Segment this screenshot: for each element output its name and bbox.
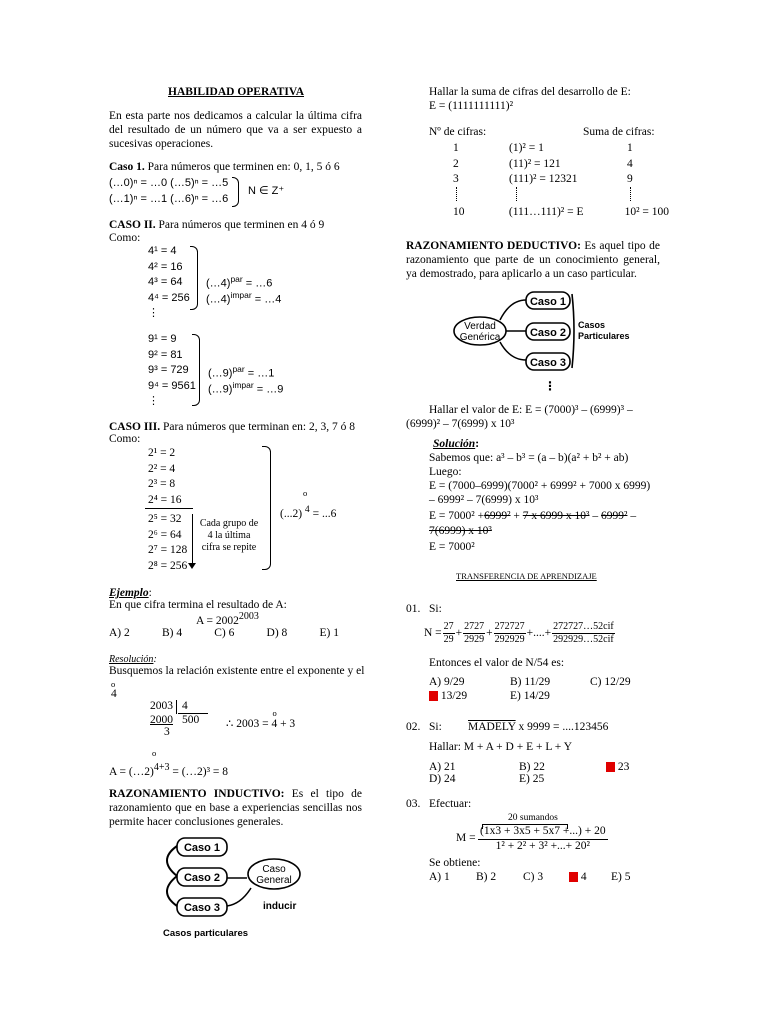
- caso2-description: Para números que terminen en 4 ó 9: [158, 219, 325, 231]
- e-step3-part: +: [510, 510, 523, 522]
- row-expr: (11)² = 121: [509, 157, 561, 170]
- caso3-label: CASO III.: [109, 421, 161, 433]
- diagram-arrows: [227, 878, 251, 906]
- arrow-down-icon: [188, 563, 196, 569]
- caso3-heading: [109, 421, 355, 435]
- nine-impar-base: (…9): [208, 383, 233, 396]
- division-subtract: 2000: [150, 714, 173, 726]
- ejemplo-question: En que cifra termina el resultado de A:: [109, 599, 287, 611]
- particulares-label: Casos particulares: [163, 928, 249, 939]
- e-step3-part: –: [627, 510, 637, 522]
- answer-mark: [429, 691, 438, 701]
- inductivo-text: Es el tipo de razonamiento que en base a experiencias sencillas nos permite hacer conclusiones generales.: [109, 788, 362, 828]
- hallar-suma-text: Hallar la suma de cifras del desarrollo de E:: [429, 86, 631, 98]
- option-b[interactable]: B) 4: [161, 627, 183, 639]
- caso1-box: [177, 838, 227, 856]
- casos-label-1: Casos: [578, 320, 606, 330]
- transfer-heading: TRANSFERENCIA DE APRENDIZAJE: [456, 571, 597, 581]
- q1-option-a[interactable]: A) 9/29: [429, 676, 465, 688]
- nine-impar-result: = …9: [253, 383, 284, 396]
- caso3-label: Caso 3: [529, 357, 567, 369]
- table-row-last: [429, 206, 669, 220]
- row-n: 3: [453, 173, 459, 185]
- division-conclusion: [226, 708, 296, 732]
- q3-option-a[interactable]: A) 1: [429, 871, 450, 883]
- answer-mark: [606, 762, 615, 772]
- q3-denominator: 1² + 2² + 3² +...+ 20²: [495, 839, 590, 852]
- nine-power: 9³ = 729: [148, 364, 189, 376]
- two-power: 2² = 4: [148, 462, 176, 475]
- four-power: 4² = 16: [148, 260, 183, 273]
- hallar-e-line1: Hallar el valor de E: E = (7000)³ – (6999)³ –: [429, 404, 633, 416]
- numerator: 272727…52cif: [553, 621, 614, 632]
- diagram-brace: [572, 294, 574, 368]
- caso1-label: Caso 1.: [109, 161, 145, 173]
- caso1-description: Para números que terminen en: 0, 1, 5 ó 6: [147, 161, 340, 173]
- q2-word: MADELY: [468, 721, 516, 733]
- two-power: 2⁸ = 256: [148, 559, 188, 572]
- hallar-e-line2: (6999)² – 7(6999) x 10³: [406, 418, 515, 430]
- dots-n: [456, 187, 457, 201]
- two-result-base: (...2): [280, 507, 303, 520]
- q1-number: 01.: [406, 603, 421, 615]
- fraction: [463, 621, 485, 646]
- inductivo-paragraph: [109, 788, 362, 829]
- q3-option-d-text: 4: [580, 871, 587, 883]
- answer-mark: [569, 872, 578, 882]
- resolucion-four: 4: [111, 688, 117, 700]
- q1-dots: +....+: [526, 626, 552, 639]
- four-impar-rule: [206, 290, 281, 307]
- q1-option-b[interactable]: B) 11/29: [510, 676, 551, 688]
- two-power: 2⁴ = 16: [148, 493, 182, 506]
- option-a[interactable]: A) 2: [109, 627, 130, 639]
- table-row: [429, 157, 659, 173]
- caso3-box: [177, 898, 227, 916]
- q2-ask: Hallar: M + A + D + E + L + Y: [429, 741, 573, 753]
- caso2-box: [526, 323, 570, 340]
- row-expr: (111…111)² = E: [508, 206, 584, 218]
- e-step3-part: –: [589, 510, 601, 522]
- q3-option-c[interactable]: C) 3: [523, 871, 544, 883]
- cancelled-term: 7(6999) x 10³: [429, 525, 492, 537]
- verdad-box: [454, 317, 506, 345]
- caso1-set: N ∈ Z⁺: [248, 185, 285, 197]
- resolucion-label: Resolución: [109, 654, 154, 665]
- nine-power: 9¹ = 9: [148, 333, 177, 345]
- two-result: [280, 487, 337, 522]
- two-powers-group-b: [148, 512, 187, 574]
- e-step1: E = (7000–6999)(7000² + 6999² + 7000 x 6999): [429, 480, 651, 492]
- degree-mark: o: [111, 679, 116, 689]
- deductivo-heading: RAZONAMIENTO DEDUCTIVO:: [406, 240, 581, 252]
- q3-top-label: 20 sumandos: [508, 813, 558, 823]
- two-powers-group-a: [148, 446, 182, 508]
- e-final: E = 7000²: [429, 541, 475, 553]
- four-impar-exp: impar: [230, 290, 252, 300]
- q3-option-d[interactable]: [569, 871, 587, 885]
- q3-option-b[interactable]: B) 2: [476, 871, 497, 883]
- row-n: 10: [453, 206, 465, 218]
- q1-expression: N = $\frac{27}{29}$ + $\frac{2727}{2929}$ + $\frac{272727}{292929}$ +....+ 272727…52cif 292929…52cif: [424, 621, 614, 645]
- caso1-box: [526, 292, 570, 309]
- nine-impar-rule: [208, 380, 283, 397]
- a-result: [109, 762, 228, 780]
- fraction: [443, 621, 455, 646]
- four-power: 4¹ = 4: [148, 245, 177, 257]
- caso2-heading: [109, 219, 324, 233]
- four-impar-result: = …4: [251, 293, 282, 306]
- column-header-n: Nº de cifras:: [429, 126, 487, 138]
- cancelled-term: 6999²: [600, 510, 628, 522]
- two-power: 2⁵ = 32: [148, 513, 182, 525]
- como-label-2: Como:: [109, 433, 141, 445]
- inducir-label: inducir: [263, 901, 297, 912]
- a-result-exp: 4+3: [153, 762, 170, 773]
- caso2-label: Caso 2: [529, 327, 567, 339]
- nine-power: ⋮: [148, 395, 159, 407]
- four-powers-list: [148, 244, 190, 322]
- verdad-label-1: Verdad: [464, 321, 496, 332]
- column-header-suma: Suma de cifras:: [583, 126, 655, 138]
- caso1-heading: [109, 161, 340, 175]
- caso2-label: CASO II.: [109, 219, 156, 231]
- q2-si: Si:: [429, 721, 442, 733]
- solucion-heading: [433, 438, 479, 452]
- row-sum: 10² = 100: [624, 206, 669, 218]
- option-e[interactable]: E) 1: [319, 627, 339, 639]
- table-row: [429, 141, 659, 157]
- q1-option-e[interactable]: E) 14/29: [510, 690, 550, 702]
- q2-rest: x 9999 = ....123456: [515, 721, 609, 733]
- caso1-brace: [232, 177, 239, 207]
- diagram-curve: [167, 846, 177, 906]
- ejemplo-label: Ejemplo: [109, 587, 149, 599]
- conclusion-prefix: ∴ 2003 =: [226, 718, 272, 730]
- ejemplo-expression: [196, 611, 259, 629]
- nine-powers-list: [148, 332, 196, 410]
- q1-si: Si:: [429, 603, 442, 615]
- caso1-line2: (…1)ⁿ = …1 (…6)ⁿ = …6: [109, 193, 229, 205]
- sabemos-line: Sabemos que: a³ – b³ = (a – b)(a² + b² + ab): [429, 452, 629, 464]
- q1-n: N =: [424, 626, 442, 639]
- q2-option-c-text: 23: [617, 761, 630, 773]
- nine-par-base: (…9): [208, 367, 233, 380]
- e-definition: E = (1111111111)²: [429, 100, 514, 112]
- general-label-2: General: [256, 875, 292, 886]
- row-expr: (1)² = 1: [509, 142, 544, 154]
- fraction: [552, 621, 615, 646]
- deductivo-paragraph: [406, 240, 660, 281]
- division-quotient: 500: [182, 714, 200, 726]
- caso-general-box: [248, 859, 300, 889]
- row-expr: (111)² = 12321: [509, 173, 578, 185]
- intro-paragraph: En esta parte nos dedicamos a calcular la última cifra del resultado de un número que va a ser expuesto a sucesivas operaciones.: [109, 110, 362, 150]
- ejemplo-options: [109, 627, 339, 641]
- caso2-label: Caso 2: [183, 872, 221, 884]
- e-step3: [429, 510, 636, 524]
- q1-ask: Entonces el valor de N/54 es:: [429, 657, 565, 669]
- denominator: 2929: [464, 634, 485, 645]
- ellipsis-mark: ⋮: [544, 379, 556, 393]
- four-par-base: (…4): [206, 277, 231, 290]
- division-bracket: [176, 700, 177, 714]
- four-par-exp: par: [230, 274, 243, 284]
- inductivo-heading: RAZONAMIENTO INDUCTIVO:: [109, 788, 285, 800]
- ejemplo-colon: :: [148, 587, 152, 599]
- two-power: 2⁶ = 64: [148, 528, 182, 541]
- solucion-colon: :: [475, 438, 480, 450]
- q3-obtiene: Se obtiene:: [429, 857, 481, 869]
- sum-table: [429, 141, 659, 188]
- caso3-description: Para números que terminan en: 2, 3, 7 ó 8: [163, 421, 355, 433]
- two-power: 2³ = 8: [148, 478, 176, 490]
- cancelled-term: 7 x 6999 x 10³: [522, 510, 590, 522]
- two-power: 2¹ = 2: [148, 447, 176, 459]
- four-power: ⋮: [148, 307, 159, 319]
- conclusion-four: 4: [271, 718, 278, 730]
- row-n: 2: [453, 157, 459, 170]
- numerator: 272727: [494, 621, 525, 632]
- degree-mark: o: [272, 708, 277, 718]
- denominator: 29: [443, 634, 454, 645]
- nine-power: 9⁴ = 9561: [148, 379, 196, 392]
- caso1-line1: (…0)ⁿ = …0 (…5)ⁿ = …5: [109, 177, 229, 189]
- q2-expression: [468, 721, 608, 735]
- casos-label-2: Particulares: [578, 331, 630, 341]
- two-result-value: = ...6: [309, 507, 337, 520]
- division-remainder: 3: [164, 726, 170, 738]
- q1-option-c[interactable]: C) 12/29: [590, 676, 631, 688]
- q2-option-c[interactable]: [606, 761, 629, 775]
- inductivo-diagram: [155, 832, 305, 940]
- q3-numerator: (1x3 + 3x5 + 5x7 +...) + 20: [478, 825, 608, 840]
- q3-number: 03.: [406, 798, 421, 810]
- four-par-rule: [206, 274, 272, 291]
- q2-option-d[interactable]: D) 24: [429, 773, 456, 785]
- two-result-exp: 4: [304, 504, 310, 515]
- option-c[interactable]: C) 6: [214, 627, 235, 639]
- row-n: 1: [453, 142, 459, 154]
- option-d[interactable]: D) 8: [266, 627, 288, 639]
- luego-line: Luego:: [429, 466, 462, 478]
- solucion-label: Solución: [433, 438, 476, 450]
- division-dividend: 2003: [150, 700, 173, 712]
- deductivo-diagram: [452, 286, 632, 396]
- group-divider: [145, 508, 193, 509]
- q3-option-e[interactable]: E) 5: [611, 871, 631, 883]
- numerator: 2727: [464, 621, 485, 632]
- two-power: 2⁷ = 128: [148, 544, 188, 556]
- repeat-arrow: [192, 514, 193, 566]
- caso1-label: Caso 1: [183, 842, 221, 854]
- resolucion-colon: :: [153, 654, 157, 665]
- ejemplo-base: A = 2002: [196, 614, 239, 627]
- degree-mark: o: [152, 748, 157, 758]
- nine-par-rule: [208, 364, 274, 381]
- four-power: 4⁴ = 256: [148, 291, 190, 304]
- caso3-brace: [262, 446, 271, 570]
- denominator: 292929…52cif: [553, 634, 614, 645]
- dots-expr: [516, 187, 517, 201]
- verdad-label-2: Genérica: [459, 332, 501, 343]
- q1-option-d-text: 13/29: [440, 690, 468, 702]
- q2-number: 02.: [406, 721, 421, 733]
- degree-mark: o: [303, 487, 308, 498]
- nine-par-exp: par: [232, 364, 245, 374]
- nine-brace: [192, 334, 200, 406]
- grupo-note: Cada grupo de 4 la última cifra se repite: [199, 518, 259, 553]
- q2-option-a[interactable]: A) 21: [429, 761, 456, 773]
- four-par-result: = …6: [242, 277, 273, 290]
- caso3-box: [526, 353, 570, 370]
- nine-power: 9² = 81: [148, 348, 183, 361]
- nine-impar-exp: impar: [232, 380, 254, 390]
- caso2-box: [177, 868, 227, 886]
- dots-sum: [630, 187, 631, 201]
- four-power: 4³ = 64: [148, 276, 183, 288]
- e-step2: – 6999² – 7(6999) x 10³: [429, 494, 539, 506]
- numerator: 27: [443, 621, 454, 632]
- denominator: 292929: [494, 634, 525, 645]
- q2-option-e[interactable]: E) 25: [519, 773, 545, 785]
- general-label-1: Caso: [262, 864, 286, 875]
- q3-fraction: [478, 825, 608, 854]
- a-result-value: = (…2)³ = 8: [169, 765, 229, 778]
- ejemplo-exponent: 2003: [238, 611, 259, 622]
- q3-ask: Efectuar:: [429, 798, 472, 810]
- caso3-label: Caso 3: [183, 902, 221, 914]
- q1-option-d[interactable]: [429, 690, 467, 704]
- four-impar-base: (…4): [206, 293, 231, 306]
- q3-m: M =: [456, 832, 476, 844]
- cancelled-term: 6999²: [484, 510, 511, 522]
- row-sum: 9: [627, 173, 633, 185]
- caso1-label: Caso 1: [529, 296, 567, 308]
- division-divisor: 4: [182, 700, 188, 712]
- four-brace: [190, 246, 198, 310]
- a-result-base: A = (…2): [109, 765, 154, 778]
- table-row: [429, 172, 659, 188]
- e-step3-part: E = 7000² +: [429, 510, 485, 522]
- deductivo-text: Es aquel tipo de razonamiento que parte de un conocimiento general, ya demostrado, para aplicarlo a un caso particular.: [406, 240, 660, 280]
- row-sum: 4: [627, 157, 633, 170]
- row-sum: 1: [627, 142, 633, 154]
- page-title: HABILIDAD OPERATIVA: [168, 86, 305, 98]
- nine-par-result: = …1: [244, 367, 275, 380]
- conclusion-suffix: + 3: [277, 718, 296, 730]
- como-label: Como:: [109, 232, 141, 244]
- q2-option-b[interactable]: B) 22: [519, 761, 545, 773]
- resolucion-text: Busquemos la relación existente entre el exponente y el: [109, 665, 365, 677]
- fraction: [494, 621, 526, 646]
